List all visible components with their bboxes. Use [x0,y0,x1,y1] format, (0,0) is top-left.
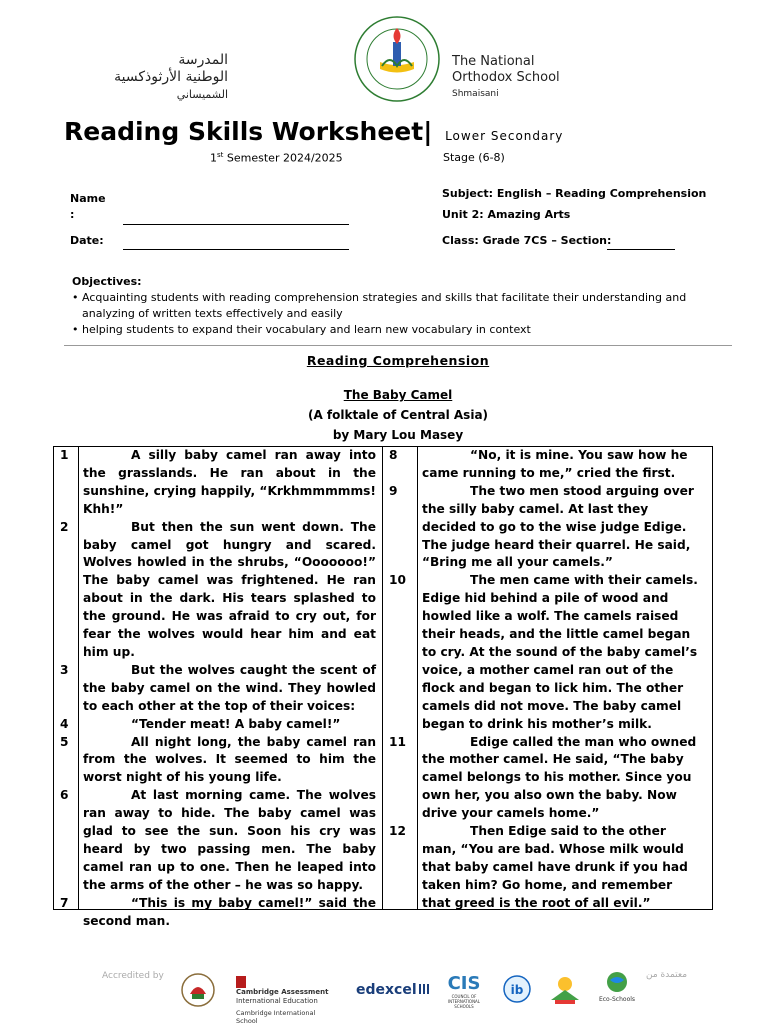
paragraph-number: 9 [389,483,398,498]
story-column-right [389,447,704,913]
title-separator: | [423,117,433,146]
paragraph-text: “This is my baby camel!” said the second man. [83,895,376,928]
accredited-label: Accredited by [102,971,164,981]
paragraph-text: The men came with their camels. Edige hid behind a pile of wood and howled like a wolf. The camels raised their heads, and the little camel began to cry. At the sound of the baby camel’s voice, a mother camel ran out of the flock and began to lick him. The other camels did not move. The baby camel began to drink his mother’s milk. [422,573,698,731]
story-paragraph [389,483,704,573]
edexcel-logo [356,982,431,998]
edexcel-text: edexcel [356,982,417,998]
story-paragraph [60,734,376,788]
paragraph-text: Then Edige said to the other man, “You are bad. Whose milk would that baby camel have drunk if you had taken him? Go home, and remember that greed is the root of all evil.” [422,824,688,910]
story-title: The Baby Camel [343,388,453,402]
semester-text: Semester 2024/2025 [223,151,343,165]
class-text: Class: Grade 7CS – Section: [442,234,612,247]
story-author: by Mary Lou Masey [332,428,464,442]
story-paragraph [389,734,704,824]
story-paragraph [60,519,376,662]
semester-number: 1 [210,151,217,165]
cambridge-shield-icon [236,976,246,988]
name-label [70,192,106,205]
ib-logo [500,974,534,1004]
date-label-text: Date: [70,234,104,247]
objective-item-1: • Acquainting students with reading comprehension strategies and skills that facilitate their understanding and analyzing of written texts effectively and easily [72,291,687,320]
paragraph-number: 2 [60,519,69,534]
paragraph-number: 10 [389,573,406,588]
paragraph-text: All night long, the baby camel ran from the wolves. It seemed to him the worst night of his young life. [83,734,376,785]
subject-label [442,187,706,200]
eco-globe-icon [602,970,632,994]
subject-text: Subject: English – Reading Comprehension [442,187,707,200]
unit-text: Unit 2: Amazing Arts [442,208,571,221]
school-name-arabic-line1: المدرسة [178,52,228,68]
story-paragraph [60,662,376,716]
paragraph-text: “Tender meat! A baby camel!” [131,716,341,731]
worksheet-title [64,117,563,146]
paragraph-text: At last morning came. The wolves ran away to hide. The baby camel was glad to see the sun. Soon his cry was heard by two passing men. The baby camel ran up to one. Then he leaped into the arms of the other – he was so happy. [83,788,376,892]
story-paragraph [60,447,376,519]
cambridge-line2: International Education [236,997,318,1005]
divider [64,345,732,346]
paragraph-number: 4 [60,716,69,731]
unit-label [442,208,570,221]
school-name-arabic [108,52,228,103]
school-name-english-line2: Orthodox School [452,70,560,85]
paragraph-text: Edige called the man who owned the mother camel. He said, “The baby camel belongs to his mother. Since you own her, you also own the baby. Now drive your camels home.” [422,734,697,821]
name-label-text: Name [70,192,106,205]
school-name-english [452,54,560,102]
class-label [442,234,611,247]
worksheet-title-main: Reading Skills Worksheet [64,117,424,146]
paragraph-number: 5 [60,734,69,749]
paragraph-text: The two men stood arguing over the silly baby camel. At last they decided to go to the wise judge Edige. The judge heard their quarrel. He said, “Bring me all your camels.” [422,483,694,570]
eco-schools-text: Eco-Schools [598,996,636,1003]
story-subtitle: (A folktale of Central Asia) [307,408,489,422]
story-paragraph [60,787,376,894]
objective-item-2: • helping students to expand their vocabulary and learn new vocabulary in context [72,323,531,336]
story-column-left [60,447,376,930]
section-title: Reading Comprehension [306,353,490,368]
cambridge-line3: Cambridge International School [236,1009,316,1025]
paragraph-number: 8 [389,448,398,462]
accredited-label-arabic: معتمدة من [646,970,688,980]
table-column-divider [382,447,383,909]
stage-label: Stage (6-8) [443,151,505,164]
cis-subtext: COUNCIL OF INTERNATIONAL SCHOOLS [447,994,481,1009]
eco-schools-logo [597,970,637,1003]
ib-text: ib [510,983,524,997]
school-name-english-line3: Shmaisani [452,89,499,99]
story-table [53,446,713,928]
table-column-divider [417,447,418,909]
semester-label [210,151,343,165]
paragraph-number: 6 [60,788,69,803]
name-colon-text: : [70,208,75,221]
paragraph-number: 7 [60,895,69,910]
paragraph-text: But then the sun went down. The baby camel got hungry and scared. Wolves howled in the shrubs, “Ooooooo!” The baby camel was frightened. He ran about in the dark. His tears splashed to the ground. He was afraid to cry out, for fear the wolves would hear him and eat him up. [83,519,376,659]
story-paragraph [389,823,704,913]
cambridge-line1: Cambridge Assessment [236,988,329,996]
objectives [72,274,722,338]
paragraph-number: 12 [389,824,406,839]
date-label [70,234,104,247]
cis-text: CIS [447,973,481,994]
edexcel-grid-icon [419,984,431,994]
date-field[interactable] [123,235,349,254]
worksheet-title-sub: Lower Secondary [445,129,564,143]
cambridge-logo [236,976,332,1025]
school-seal-logo [352,14,442,104]
paragraph-number: 1 [60,448,69,462]
paragraph-text: But the wolves caught the scent of the baby camel on the wind. They howled to each other at the top of their voices: [83,662,376,713]
name-field[interactable] [123,210,349,229]
story-paragraph [60,895,376,931]
table-column-divider [78,447,79,909]
paragraph-number: 3 [60,662,69,677]
paragraph-text: A silly baby camel ran away into the grasslands. He ran about in the sunshine, crying happily, “Krkhmmmmms! Khh!” [83,448,376,516]
story-heading [0,385,768,445]
school-name-english-line1: The National [452,54,535,69]
objectives-heading: Objectives: [72,275,142,288]
school-name-arabic-line3: الشميساني [176,88,228,101]
cis-logo [444,974,484,1009]
paragraph-text: “No, it is mine. You saw how he came running to me,” cried the first. [422,448,688,480]
section-field[interactable] [607,235,675,254]
paragraph-number: 11 [389,734,406,749]
name-colon [70,208,74,221]
story-paragraph [389,447,704,483]
story-paragraph [60,716,376,734]
jordan-ministry-emblem-logo [180,972,216,1008]
story-paragraph [389,572,704,733]
school-name-arabic-line2: الوطنية الأرثوذكسية [114,69,228,85]
semester-suffix: st [217,151,224,159]
health-schools-logo [547,972,583,1006]
